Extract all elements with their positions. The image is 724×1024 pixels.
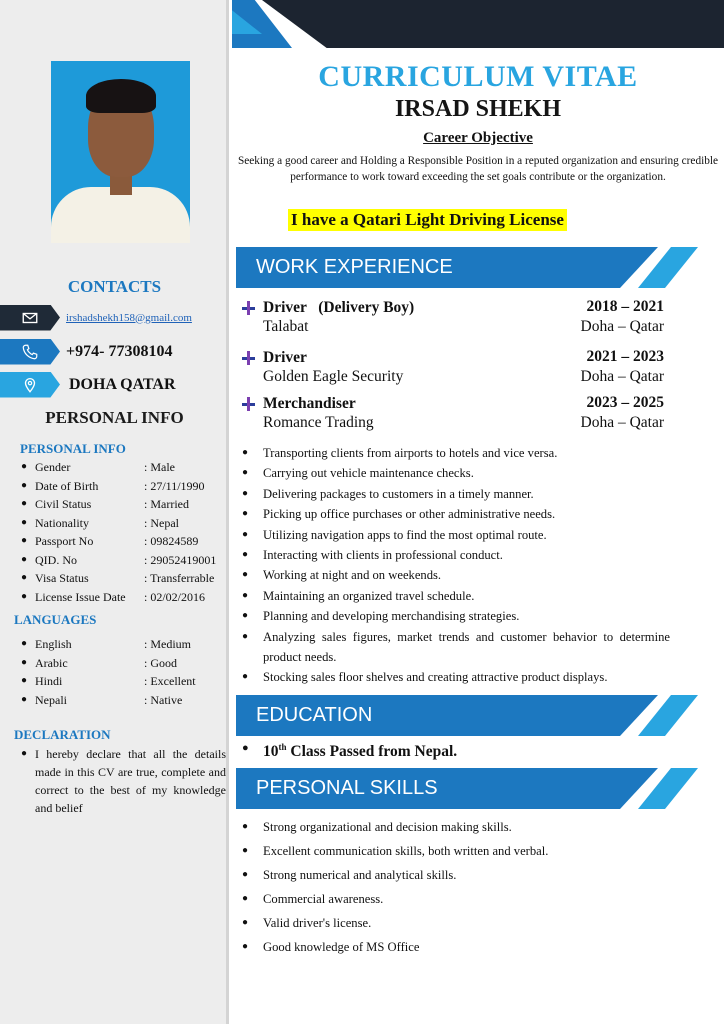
email-link[interactable]: irshadshekh158@gmail.com — [66, 311, 192, 324]
list-item: ● Excellent communication skills, both written and verbal. — [242, 844, 549, 858]
skills-list — [242, 815, 670, 959]
list-item: ● Utilizing navigation apps to find the most optimal route. — [242, 527, 547, 542]
job-role: Driver (Delivery Boy) — [263, 299, 415, 316]
job-location: Doha – Qatar — [580, 318, 664, 335]
sidebar — [0, 0, 229, 1024]
languages-heading: LANGUAGES — [14, 612, 97, 627]
job-entry — [240, 348, 664, 388]
list-item: ● Gender : Male — [21, 460, 175, 474]
education-banner — [236, 695, 698, 736]
license-highlight: I have a Qatari Light Driving License — [288, 209, 567, 231]
list-item: ● Nationality : Nepal — [21, 515, 179, 530]
declaration-text: ● I hereby declare that all the details made in this CV are true, complete and correct to the best of my knowledge and belief — [21, 747, 226, 815]
job-years: 2023 – 2025 — [586, 394, 664, 411]
list-item: ● QID. No : 29052419001 — [21, 552, 217, 567]
main-content — [232, 0, 724, 1024]
job-years: 2018 – 2021 — [586, 298, 664, 315]
list-item: ● Valid driver's license. — [242, 916, 372, 930]
job-location: Doha – Qatar — [580, 414, 664, 431]
job-location: Doha – Qatar — [580, 368, 664, 385]
list-item: ● Strong organizational and decision making skills. — [242, 820, 512, 834]
list-item: ● Visa Status : Transferrable — [21, 571, 215, 585]
list-item: ● Delivering packages to customers in a timely manner. — [242, 486, 534, 501]
duties-list — [242, 443, 670, 688]
work-experience-title: WORK EXPERIENCE — [256, 256, 453, 278]
contact-location-row — [0, 371, 176, 398]
education-item: ● 10th Class Passed from Nepal. — [242, 742, 458, 761]
list-item: ● Good knowledge of MS Office — [242, 940, 420, 954]
phone-icon — [0, 339, 60, 365]
location-pin-icon — [0, 372, 60, 398]
job-role: Merchandiser — [263, 395, 356, 412]
candidate-name: IRSAD SHEKH — [394, 96, 562, 122]
plus-bullet-icon — [240, 350, 263, 366]
list-item: ● Interacting with clients in professional conduct. — [242, 548, 503, 563]
list-item: ● Analyzing sales figures, market trends and customer behavior to determine product needs. — [242, 629, 670, 665]
list-item: ● License Issue Date : 02/02/2016 — [21, 589, 206, 604]
list-item: ● Arabic : Good — [21, 655, 177, 670]
personal-skills-banner — [236, 768, 698, 809]
job-entry — [240, 298, 664, 338]
job-company: Romance Trading — [263, 414, 374, 431]
contacts-title: CONTACTS — [67, 277, 162, 296]
list-item: ● Civil Status : Married — [21, 497, 189, 511]
list-item: ● Picking up office purchases or other administrative needs. — [242, 507, 556, 522]
objective-text: Seeking a good career and Holding a Responsible Position in a reputed organization and ensuring credible performance to work toward exceeding the set goals contribute or the organization. — [237, 155, 719, 183]
list-item: ● Commercial awareness. — [242, 892, 384, 906]
job-role: Driver — [263, 349, 307, 366]
plus-bullet-icon — [240, 396, 263, 412]
work-experience-banner — [236, 247, 698, 288]
list-item: ● Hindi : Excellent — [21, 674, 196, 688]
contact-email-row — [0, 304, 192, 331]
list-item: ● Date of Birth : 27/11/1990 — [21, 478, 205, 493]
plus-bullet-icon — [240, 300, 263, 316]
job-company: Talabat — [263, 318, 309, 335]
list-item: ● Strong numerical and analytical skills. — [242, 868, 457, 882]
list-item: ● Planning and developing merchandising strategies. — [242, 609, 520, 624]
list-item: ● Maintaining an organized travel schedule. — [242, 588, 475, 603]
personal-info-subheading: PERSONAL INFO — [20, 441, 126, 456]
personal-skills-title: PERSONAL SKILLS — [256, 777, 438, 799]
location-text: DOHA QATAR — [69, 375, 176, 393]
declaration-heading: DECLARATION — [14, 727, 111, 742]
contact-phone-row — [0, 338, 172, 365]
education-title: EDUCATION — [256, 704, 373, 726]
list-item: ● Carrying out vehicle maintenance checks. — [242, 466, 474, 481]
envelope-icon — [0, 305, 60, 331]
phone-number: +974- 77308104 — [66, 342, 173, 360]
job-entry — [240, 394, 664, 434]
list-item: ● English : Medium — [21, 637, 191, 651]
list-item: ● Passport No : 09824589 — [21, 534, 199, 548]
page-title: CURRICULUM VITAE — [318, 60, 638, 93]
objective-title: Career Objective — [423, 130, 533, 146]
list-item: ● Working at night and on weekends. — [242, 568, 442, 583]
job-company: Golden Eagle Security — [263, 368, 404, 385]
personal-info-heading: PERSONAL INFO — [45, 408, 184, 427]
profile-photo — [51, 61, 190, 243]
list-item: ● Nepali : Native — [21, 692, 183, 707]
personal-info-list — [21, 458, 229, 606]
list-item: ● Stocking sales floor shelves and creating attractive product displays. — [242, 670, 608, 685]
job-years: 2021 – 2023 — [586, 348, 664, 365]
languages-list — [21, 635, 229, 709]
list-item: ● Transporting clients from airports to hotels and vice versa. — [242, 446, 558, 460]
